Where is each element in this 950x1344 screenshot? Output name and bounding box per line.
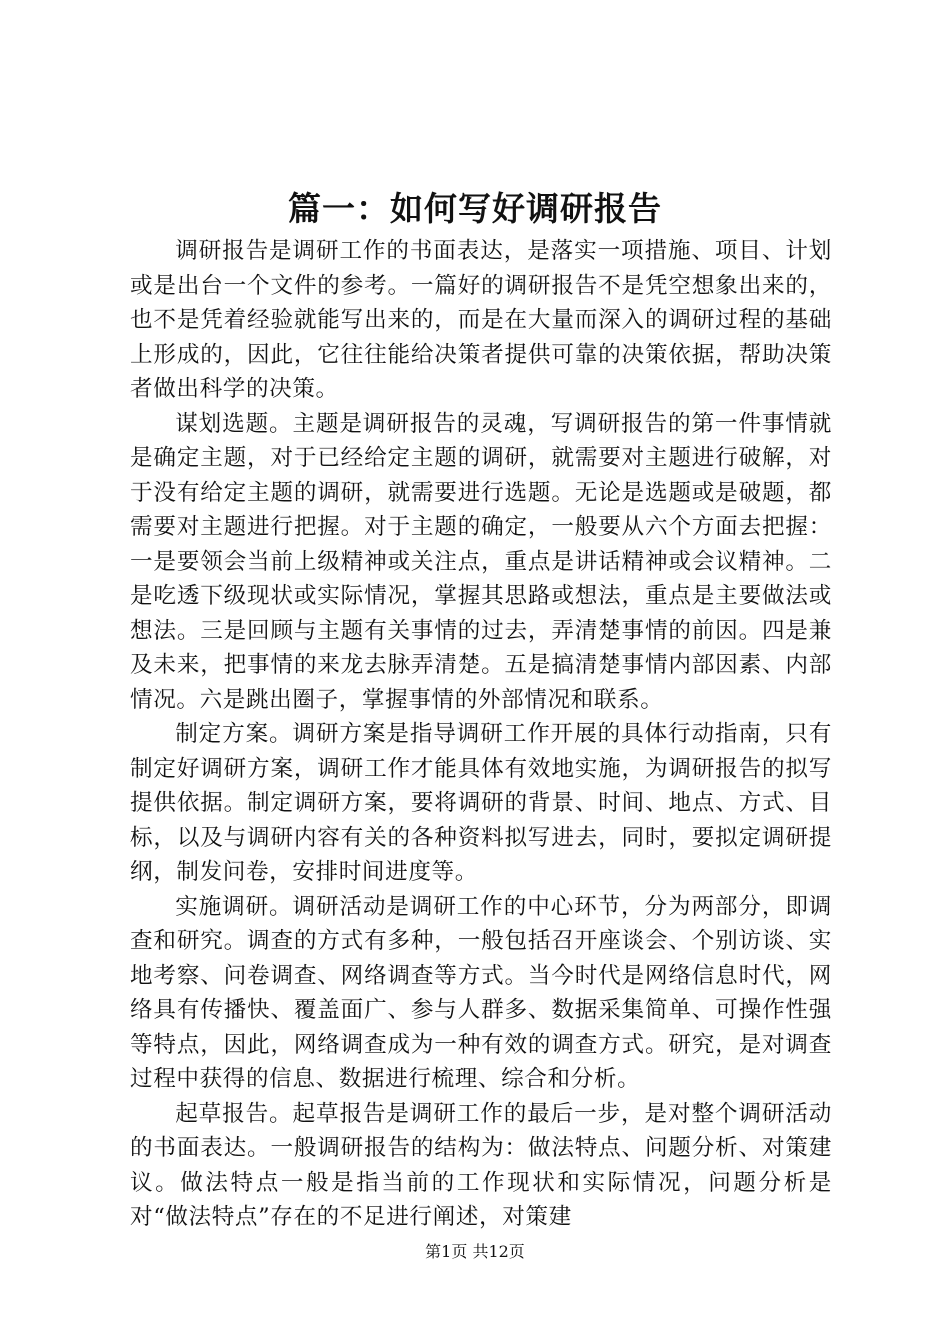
paragraph-drafting: 起草报告。起草报告是调研工作的最后一步，是对整个调研活动的书面表达。一般调研报告的结构为：做法特点、问题分析、对策建议。做法特点一般是指当前的工作现状和实际情况，问题分析是对“做法特点”存在的不足进行阐述，对策建 — [130, 1100, 832, 1230]
paragraph-topic-selection: 谋划选题。主题是调研报告的灵魂，写调研报告的第一件事情就是确定主题，对于已经给定主题的调研，就需要对主题进行破解，对于没有给定主题的调研，就需要进行选题。无论是选题或是破题，都需要对主题进行把握。对于主题的确定，一般要从六个方面去把握：一是要领会当前上级精神或关注点，重点是讲话精神或会议精神。二是吃透下级现状或实际情况，掌握其思路或想法，重点是主要做法或想法。三是回顾与主题有关事情的过去，弄清楚事情的前因。四是兼及未来，把事情的来龙去脉弄清楚。五是搞清楚事情内部因素、内部情况。六是跳出圈子，掌握事情的外部情况和联系。 — [130, 410, 832, 713]
paragraph-intro: 调研报告是调研工作的书面表达，是落实一项措施、项目、计划或是出台一个文件的参考。一篇好的调研报告不是凭空想象出来的，也不是凭着经验就能写出来的，而是在大量而深入的调研过程的基础上形成的，因此，它往往能给决策者提供可靠的决策依据，帮助决策者做出科学的决策。 — [130, 238, 832, 402]
document-title: 篇一：如何写好调研报告 — [288, 189, 662, 228]
paragraph-plan: 制定方案。调研方案是指导调研工作开展的具体行动指南，只有制定好调研方案，调研工作才能具体有效地实施，为调研报告的拟写提供依据。制定调研方案，要将调研的背景、时间、地点、方式、目标，以及与调研内容有关的各种资料拟写进去，同时，要拟定调研提纲，制发问卷，安排时间进度等。 — [130, 721, 832, 885]
paragraph-implementation: 实施调研。调研活动是调研工作的中心环节，分为两部分，即调查和研究。调查的方式有多种，一般包括召开座谈会、个别访谈、实地考察、问卷调查、网络调查等方式。当今时代是网络信息时代，网络具有传播快、覆盖面广、参与人群多、数据采集简单、可操作性强等特点，因此，网络调查成为一种有效的调查方式。研究，是对调查过程中获得的信息、数据进行梳理、综合和分析。 — [130, 893, 832, 1092]
page-number-footer: 第1页 共12页 — [425, 1242, 525, 1261]
document-body — [130, 234, 832, 1235]
